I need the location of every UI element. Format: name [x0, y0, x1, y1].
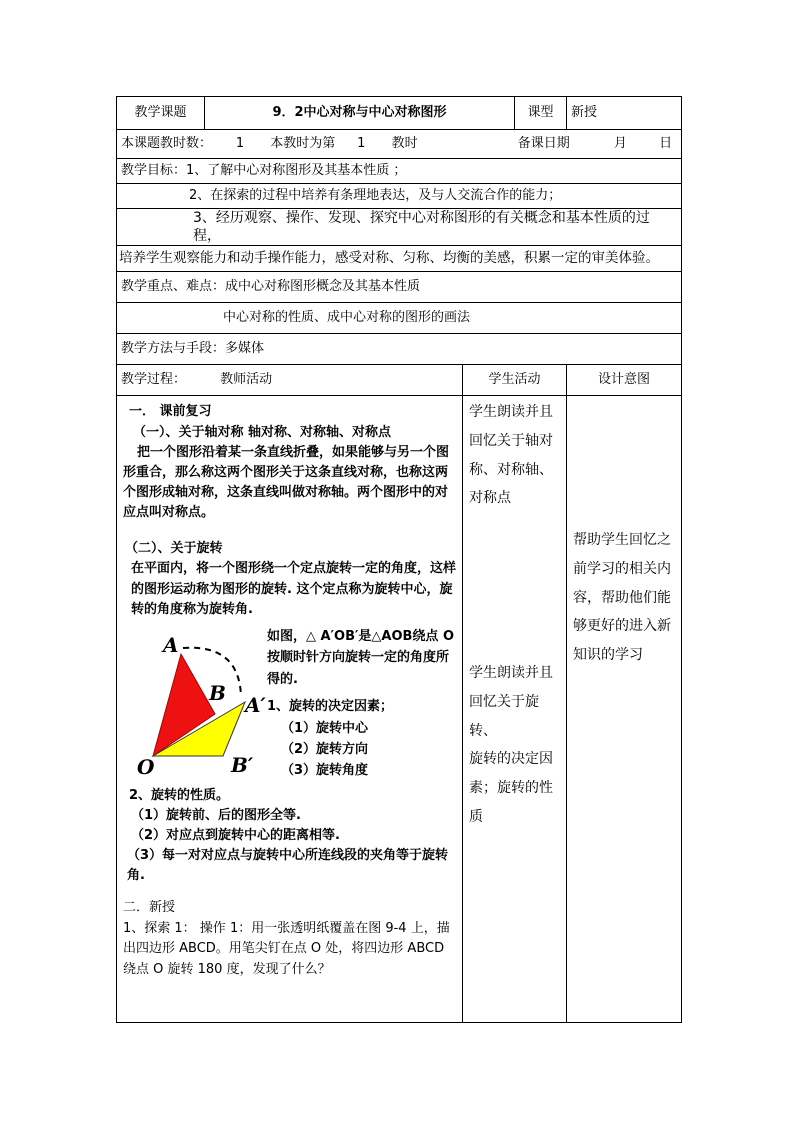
factor-item: （2）旋转方向 — [281, 741, 369, 757]
date-label: 备课日期 — [517, 135, 570, 151]
props-title: 2、旋转的性质。 — [129, 787, 230, 803]
process-label: 教学过程： — [121, 371, 187, 387]
label-a-prime: A′ — [245, 692, 266, 717]
key-row-1 — [117, 272, 682, 303]
rotation-triangle-figure — [123, 626, 266, 786]
figure-caption: 如图，△ A′OB′是△AOB绕点 O按顺时针方向旋转一定的角度所得的. — [267, 628, 454, 687]
student-line: 学生朗读并且 — [469, 404, 553, 421]
goal-row-3 — [117, 209, 682, 246]
label-b-prime: B′ — [231, 752, 254, 777]
goal-line: 教学目标：1、了解中心对称图形及其基本性质 ； — [117, 159, 682, 184]
student-activity-cell — [463, 396, 567, 1023]
factors-title: 1、旋转的决定因素； — [267, 699, 394, 715]
type-value: 新授 — [567, 97, 682, 130]
goal-line: 2、在探索的过程中培养有条理地表达，及与人交流合作的能力； — [117, 184, 682, 209]
factor-item: （3）旋转角度 — [281, 763, 369, 779]
total-hours-label: 本课题教时数： — [121, 135, 213, 151]
key-point-line: 教学重点、难点：成中心对称图形概念及其基本性质 — [117, 272, 682, 303]
current-lesson-label: 本教时为第 — [270, 135, 336, 151]
prop-item: （2）对应点到旋转中心的距离相等. — [131, 828, 340, 844]
rotation-figure-block — [123, 626, 456, 786]
axis-text: 把一个图形沿着某一条直线折叠，如果能够与另一个图形重合，那么称这两个图形关于这条直线对称，也称这两个图形成轴对称，这条直线叫做对称轴。两个图形中的对应点叫对称点。 — [123, 444, 450, 521]
goal-line: 3、经历观察、操作、发现、探究中心对称图形的有关概念和基本性质的过程， — [117, 209, 682, 246]
student-line: 回忆关于旋转、 — [469, 693, 539, 739]
day-label: 日 — [659, 135, 673, 151]
month-label: 月 — [613, 135, 627, 151]
student-line: 回忆关于轴对 — [469, 433, 553, 450]
goal-row-2 — [117, 184, 682, 209]
goal-row-1 — [117, 159, 682, 184]
label-b: B — [209, 680, 226, 705]
student-line: 称、对称轴、 — [469, 461, 553, 478]
current-lesson-unit: 教时 — [391, 135, 418, 151]
intent-line: 前学习的相关内 — [573, 561, 671, 578]
factor-item: （1）旋转中心 — [281, 720, 369, 736]
teacher-activity-cell — [117, 396, 463, 1023]
student-line: 学生朗读并且 — [469, 665, 553, 682]
method-line: 教学方法与手段：多媒体 — [117, 334, 682, 365]
student-activity-label: 学生活动 — [463, 365, 567, 396]
method-row — [117, 334, 682, 365]
rotation-title: （二）、关于旋转 — [125, 541, 223, 557]
topic-row — [117, 97, 682, 130]
process-body-row — [117, 396, 682, 1023]
current-lesson-value: 1 — [357, 135, 366, 151]
hours-row — [117, 130, 682, 159]
intent-line: 够更好的进入新 — [573, 618, 671, 635]
design-intent-label: 设计意图 — [567, 365, 682, 396]
teacher-activity-label: 教师活动 — [220, 371, 273, 387]
intent-line: 帮助学生回忆之 — [573, 532, 671, 549]
total-hours-value: 1 — [235, 135, 245, 151]
design-intent-cell — [567, 396, 682, 1023]
axis-title: （一）、关于轴对称 轴对称、对称轴、对称点 — [133, 424, 392, 440]
student-line: 素；旋转的性 — [469, 779, 553, 796]
key-point-line: 中心对称的性质、成中心对称的图形的画法 — [117, 303, 682, 334]
lesson-plan-sheet — [116, 96, 681, 1023]
process-header-row — [117, 365, 682, 396]
goal-line: 培养学生观察能力和动手操作能力，感受对称、匀称、均衡的美感，积累一定的审美体验。 — [117, 246, 682, 272]
student-line: 对称点 — [469, 490, 511, 507]
topic-label: 教学课题 — [117, 97, 205, 130]
student-line: 质 — [469, 808, 483, 825]
intent-line: 知识的学习 — [573, 647, 643, 664]
topic-value: 9．2中心对称与中心对称图形 — [205, 97, 515, 130]
student-line: 旋转的决定因 — [469, 751, 553, 768]
review-title: 一． 课前复习 — [129, 404, 212, 420]
prop-item: （3）每一对对应点与旋转中心所连线段的夹角等于旋转角. — [127, 848, 449, 884]
new-lesson-title: 二．新授 — [123, 900, 176, 916]
label-a: A — [163, 632, 179, 657]
explore-text: 1、探索 1： 操作 1：用一张透明纸覆盖在图 9-4 上，描出四边形 ABCD。用笔尖钉在点 O 处，将四边形 ABCD 绕点 O 旋转 180 度，发现了什么？ — [123, 920, 450, 978]
rotation-text: 在平面内，将一个图形绕一个定点旋转一定的角度，这样的图形运动称为图形的旋转. 这个定点称为旋转中心，旋转的角度称为旋转角. — [131, 561, 457, 617]
label-o: O — [137, 754, 155, 779]
lesson-plan-table — [116, 96, 682, 1023]
key-row-2 — [117, 303, 682, 334]
goal-row-4 — [117, 246, 682, 272]
prop-item: （1）旋转前、后的图形全等. — [131, 807, 301, 823]
intent-line: 容，帮助他们能 — [573, 589, 671, 606]
type-label: 课型 — [515, 97, 567, 130]
